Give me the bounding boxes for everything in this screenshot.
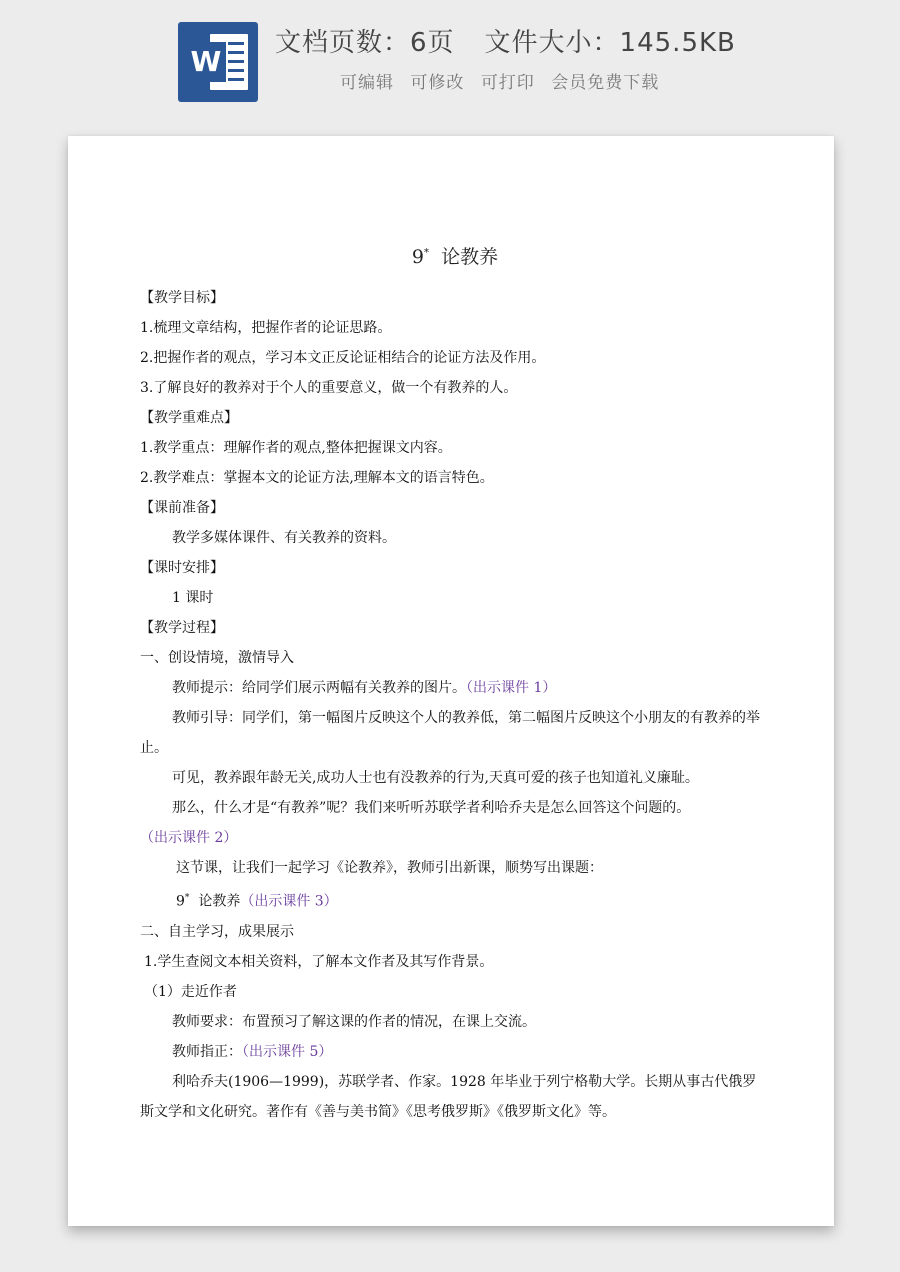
file-size: 文件大小：145.5KB bbox=[484, 28, 736, 58]
feature-list bbox=[340, 68, 669, 93]
word-document-icon bbox=[178, 22, 258, 102]
slide-reference: （出示课件 2） bbox=[140, 830, 238, 846]
part-heading: 二、自主学习，成果展示 bbox=[140, 923, 294, 940]
key-point: 1.教学重点：理解作者的观点,整体把握课文内容。 bbox=[140, 440, 452, 456]
section-heading: 【课时安排】 bbox=[140, 560, 224, 576]
lesson-title-line: 9* 论教养（出示课件 3） bbox=[176, 893, 338, 910]
slide-reference: （出示课件 1） bbox=[466, 680, 557, 696]
goal-item: 2.把握作者的观点，学习本文正反论证相结合的论证方法及作用。 bbox=[140, 350, 546, 366]
section-heading: 【教学重难点】 bbox=[140, 410, 238, 426]
feature-member-download: 会员免费下载 bbox=[551, 73, 660, 93]
goal-item: 1.梳理文章结构，把握作者的论证思路。 bbox=[140, 320, 392, 336]
key-point: 2.教学难点：掌握本文的论证方法,理解本文的语言特色。 bbox=[140, 470, 494, 486]
section-heading: 【教学目标】 bbox=[140, 290, 224, 306]
document-content bbox=[140, 242, 770, 1127]
section-heading: 【课前准备】 bbox=[140, 500, 224, 516]
word-letter: W bbox=[186, 42, 226, 82]
slide-reference: （出示课件 3） bbox=[240, 893, 338, 910]
paragraph: 可见，教养跟年龄无关,成功人士也有没教养的行为,天真可爱的孩子也知道礼义廉耻。 bbox=[172, 770, 699, 786]
paragraph: 教师要求：布置预习了解这课的作者的情况，在课上交流。 bbox=[172, 1013, 536, 1030]
subheading: （1）走近作者 bbox=[144, 983, 237, 1000]
paragraph: 教师引导：同学们，第一幅图片反映这个人的教养低，第二幅图片反映这个小朋友的有教养的举止。 bbox=[140, 710, 760, 756]
author-bio: 利哈乔夫(1906—1999)，苏联学者、作家。1928 年毕业于列宁格勒大学。长期从事古代俄罗斯文学和文化研究。著作有《善与美书简》《思考俄罗斯》《俄罗斯文化》等。 bbox=[140, 1073, 757, 1120]
paragraph: 教师提示：给同学们展示两幅有关教养的图片。（出示课件 1） bbox=[172, 680, 557, 696]
slide-reference: （出示课件 5） bbox=[242, 1043, 333, 1060]
hours-text: 1 课时 bbox=[172, 590, 214, 606]
paragraph: 那么，什么才是“有教养”呢？我们来听听苏联学者利哈乔夫是怎么回答这个问题的。 bbox=[172, 800, 691, 816]
feature-editable: 可编辑 bbox=[340, 73, 394, 93]
goal-item: 3.了解良好的教养对于个人的重要意义，做一个有教养的人。 bbox=[140, 380, 518, 396]
paragraph bbox=[140, 823, 770, 853]
feature-printable: 可打印 bbox=[480, 73, 535, 93]
paragraph: 1.学生查阅文本相关资料，了解本文作者及其写作背景。 bbox=[144, 953, 494, 970]
prep-text: 教学多媒体课件、有关教养的资料。 bbox=[172, 530, 396, 546]
paragraph: 这节课，让我们一起学习《论教养》，教师引出新课，顺势写出课题： bbox=[176, 860, 603, 876]
part-heading: 一、创设情境，激情导入 bbox=[140, 650, 294, 666]
paragraph: 教师指正：（出示课件 5） bbox=[172, 1043, 333, 1060]
doc-title: 9* 论教养 bbox=[411, 246, 499, 268]
file-info bbox=[275, 22, 736, 59]
header-banner bbox=[0, 0, 900, 120]
section-heading: 【教学过程】 bbox=[140, 620, 224, 636]
document-page bbox=[68, 136, 834, 1226]
feature-modifiable: 可修改 bbox=[410, 73, 465, 93]
page-count: 文档页数：6页 bbox=[275, 28, 455, 58]
